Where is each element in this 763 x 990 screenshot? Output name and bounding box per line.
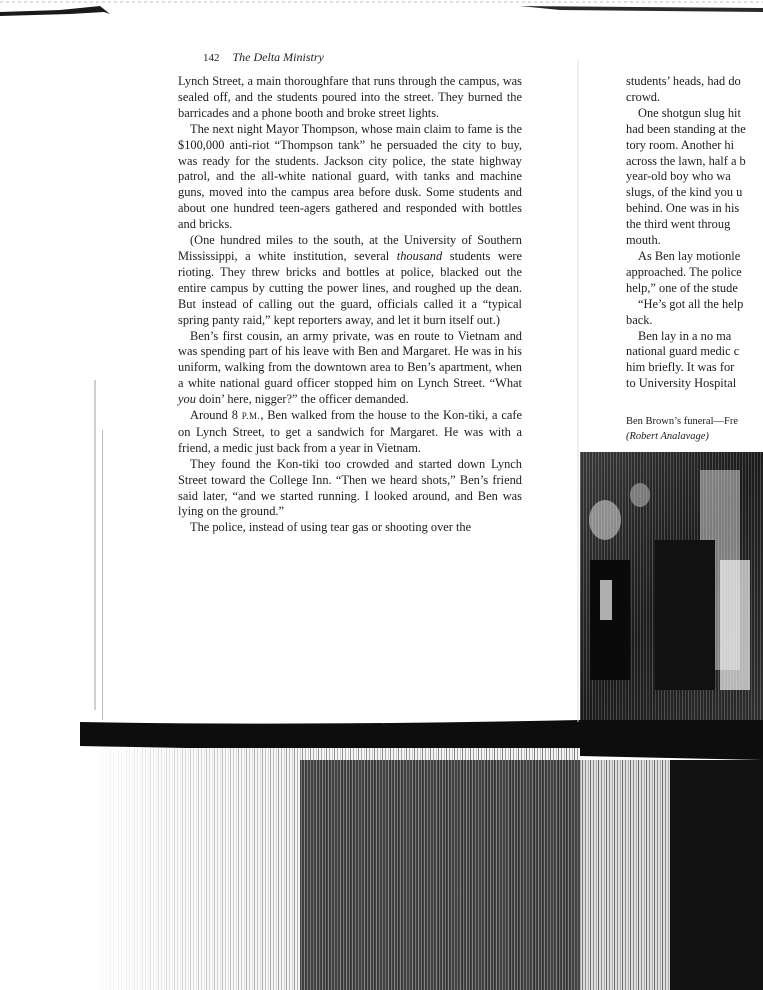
text-line: approached. The police [626, 264, 742, 279]
left-column-text [178, 74, 522, 536]
paragraph: The next night Mayor Thompson, whose main claim to fame is the $100,000 anti-riot “Thompson tank” he persuaded the city to buy, was ready for the students. Jackson city police, the state highway patrol, and the all-white national guard, with tanks and machine guns, moved into the campus area before dusk. Some students and about one hundred teen-agers gathered and responded with bottles and bricks. [178, 121, 522, 232]
running-header [203, 50, 324, 65]
photo-credit: (Robert Analavage) [626, 431, 709, 442]
text-line: students’ heads, had do [626, 74, 741, 88]
text-line: year-old boy who wa [626, 169, 731, 184]
right-column-text [626, 74, 763, 392]
text-line: behind. One was in his [626, 201, 740, 216]
text-line: him briefly. It was for [626, 360, 735, 375]
running-title: The Delta Ministry [232, 50, 324, 64]
paragraph: Lynch Street, a main thoroughfare that runs through the campus, was sealed off, and the students poured into the street. They burned the barricades and a phone booth and broke street lights. [178, 74, 522, 120]
left-margin-streaks [94, 380, 103, 720]
text-line: back. [626, 312, 653, 327]
page-number: 142 [203, 52, 220, 64]
text-line: One shotgun slug hit [638, 105, 741, 120]
paragraph: Around 8 P.M., Ben walked from the house to the Kon-tiki, a cafe on Lynch Street, to get a sandwich for Margaret. He was with a friend, a medic just back from a year in Vietnam. [178, 408, 522, 455]
paragraph: The police, instead of using tear gas or shooting over the [190, 520, 472, 535]
text-line: had been standing at the [626, 121, 746, 136]
text-line: slugs, of the kind you u [626, 185, 743, 200]
text-line: As Ben lay motionle [638, 248, 741, 263]
paragraph: They found the Kon-tiki too crowded and started down Lynch Street toward the College Inn. “Then we heard shots,” Ben’s friend said later, “and we started running. I looked around, and Ben was lying on the ground.” [178, 456, 522, 519]
text-line: mouth. [626, 233, 661, 248]
text-line: the third went throug [626, 217, 731, 232]
emphasis-thousand: thousand [396, 248, 443, 263]
text-line: Ben lay in a no ma [638, 328, 732, 343]
top-edge-marks [0, 2, 763, 16]
text-line: crowd. [626, 89, 661, 104]
paragraph: Ben’s first cousin, an army private, was en route to Vietnam and was spending part of his leave with Ben and Margaret. He was in his uniform, walking from the downtown area to Ben’s apartment, when a white national guard officer stopped him on Lynch Street. “What you doin’ here, nigger?” the officer demanded. [178, 328, 522, 407]
photo-caption [626, 414, 763, 444]
text-line: tory room. Another hi [626, 137, 735, 152]
text-line: across the lawn, half a b [626, 153, 746, 168]
text-line: “He’s got all the help [638, 296, 744, 311]
caption-text: Ben Brown’s funeral—Fre [626, 416, 738, 427]
text-line: to University Hospital [626, 376, 737, 391]
text-line: help,” one of the stude [626, 280, 738, 295]
text-line: national guard medic c [626, 344, 740, 359]
funeral-photo [580, 452, 763, 720]
paragraph: (One hundred miles to the south, at the University of Southern Mississippi, a white institution, several thousand students were rioting. They threw bricks and bottles at police, blacked out the entire campus by cutting the power lines, and roughed up the dean. But instead of calling out the guard, officials called it a “typical spring panty raid,” kept reporters away, and let it burn itself out.) [178, 233, 522, 327]
emphasis-you: you [178, 392, 196, 407]
